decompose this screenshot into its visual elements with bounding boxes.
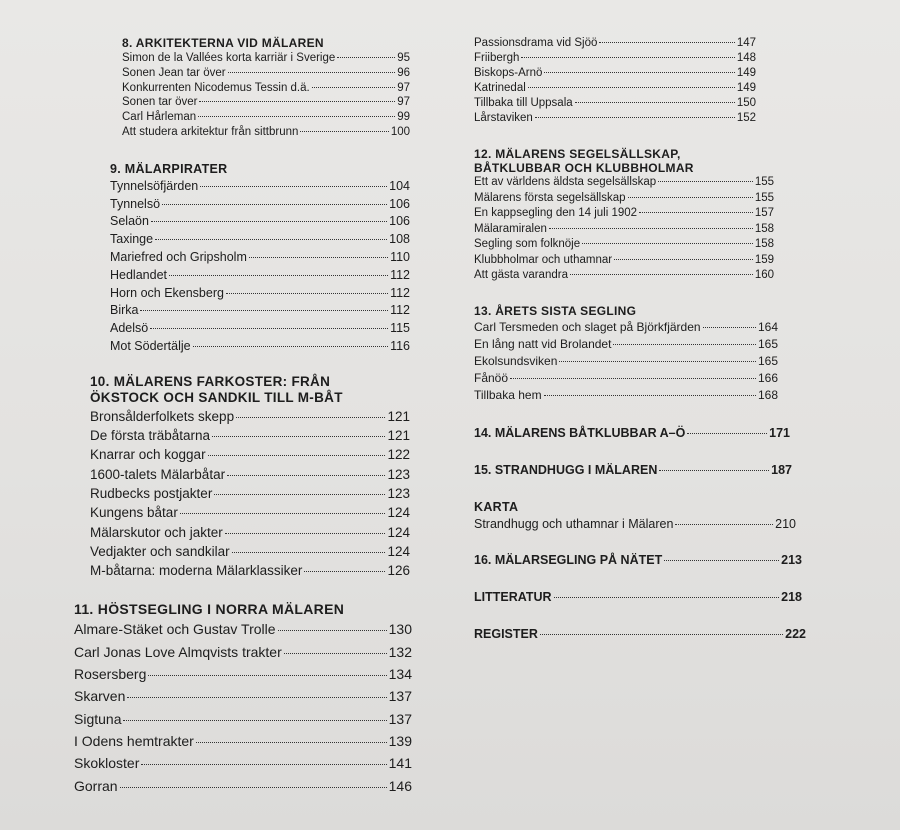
entry-label: 14. MÄLARENS BÅTKLUBBAR A–Ö xyxy=(474,425,686,440)
dot-leader xyxy=(613,344,756,345)
toc-entry xyxy=(474,319,778,336)
entry-label: M-båtarna: moderna Mälarklassiker xyxy=(90,563,303,579)
entry-label: Mälaramiralen xyxy=(474,222,547,235)
entry-page: 99 xyxy=(397,111,410,124)
dot-leader xyxy=(549,228,753,229)
chapter-heading-line1: 12. MÄLARENS SEGELSÄLLSKAP, xyxy=(474,147,681,161)
dot-leader xyxy=(535,117,735,118)
dot-leader xyxy=(193,346,388,347)
toc-entry xyxy=(474,222,774,238)
dot-leader xyxy=(554,597,780,598)
entry-label: Vedjakter och sandkilar xyxy=(90,543,230,559)
toc-entry xyxy=(122,51,410,66)
toc-entry xyxy=(474,387,778,404)
toc-entry xyxy=(474,353,778,370)
entry-page: 110 xyxy=(390,249,410,264)
toc-entry xyxy=(90,503,410,522)
entry-label: Sigtuna xyxy=(74,710,122,727)
dot-leader xyxy=(198,116,395,117)
entry-label: Mälarskutor och jakter xyxy=(90,524,223,540)
chapter-8 xyxy=(66,36,410,140)
dot-leader xyxy=(570,274,753,275)
dot-leader xyxy=(278,630,387,631)
entry-label: Skokloster xyxy=(74,755,140,772)
entry-label: Mälarens första segelsällskap xyxy=(474,191,626,204)
toc-entry xyxy=(74,730,412,752)
dot-leader xyxy=(162,204,387,205)
entry-label: Selaön xyxy=(110,214,149,229)
toc-entry xyxy=(474,81,756,96)
toc-entry xyxy=(474,191,774,207)
dot-leader xyxy=(312,87,395,88)
dot-leader xyxy=(180,513,386,514)
entry-page: 124 xyxy=(387,505,410,521)
dot-leader xyxy=(150,328,388,329)
entry-page: 168 xyxy=(757,387,778,402)
dot-leader xyxy=(521,57,734,58)
entry-page: 104 xyxy=(389,178,410,193)
entry-label: Rudbecks postjakter xyxy=(90,485,213,501)
entry-label: Hedlandet xyxy=(110,267,167,282)
entry-label: Carl Jonas Love Almqvists trakter xyxy=(74,643,282,660)
entry-page: 96 xyxy=(397,66,410,79)
toc-entry xyxy=(110,213,410,231)
entry-page: 210 xyxy=(775,516,796,531)
dot-leader xyxy=(151,221,387,222)
entry-page: 147 xyxy=(736,37,756,49)
entry-page: 121 xyxy=(387,408,410,424)
entry-page: 137 xyxy=(388,710,412,727)
dot-leader xyxy=(148,675,386,676)
entry-page: 115 xyxy=(390,321,410,336)
entry-page: 124 xyxy=(387,524,410,540)
entry-page: 134 xyxy=(388,666,412,683)
entry-label: En lång natt vid Brolandet xyxy=(474,336,612,351)
right-column xyxy=(474,37,806,642)
entry-page: 123 xyxy=(387,466,410,482)
dot-leader xyxy=(540,634,783,635)
entry-label: En kappsegling den 14 juli 1902 xyxy=(474,207,638,219)
entry-page: 126 xyxy=(387,563,410,579)
entry-page: 100 xyxy=(390,125,410,138)
entry-label: 15. STRANDHUGG I MÄLAREN xyxy=(474,462,658,477)
dot-leader xyxy=(337,57,395,58)
toc-entry xyxy=(474,96,756,111)
entry-page: 112 xyxy=(390,303,410,318)
toc-entry xyxy=(110,338,410,356)
chapter-heading: 9. MÄLARPIRATER xyxy=(110,161,228,176)
entry-label: Klubbholmar och uthamnar xyxy=(474,253,613,266)
entry-label: REGISTER xyxy=(474,626,538,641)
entry-label: Att gästa varandra xyxy=(474,269,568,281)
entry-label: LITTERATUR xyxy=(474,589,552,604)
dot-leader xyxy=(658,181,753,182)
chapter-16 xyxy=(474,553,802,568)
dot-leader xyxy=(544,72,734,73)
entry-page: 157 xyxy=(754,207,774,219)
chapter-heading-line1: 10. MÄLARENS FARKOSTER: FRÅN xyxy=(90,373,331,389)
entry-label: Tynnelsö xyxy=(110,196,161,211)
entry-page: 158 xyxy=(754,222,774,235)
dot-leader xyxy=(236,417,385,418)
entry-label: Skarven xyxy=(74,688,126,705)
entry-label: Ekolsundsviken xyxy=(474,353,558,368)
dot-leader xyxy=(510,378,756,379)
entry-page: 137 xyxy=(388,688,412,705)
dot-leader xyxy=(300,131,388,132)
toc-entry xyxy=(110,178,410,196)
dot-leader xyxy=(639,212,753,213)
toc-entry xyxy=(474,111,756,126)
dot-leader xyxy=(140,310,388,311)
dot-leader xyxy=(155,239,387,240)
entry-page: 165 xyxy=(757,353,778,368)
entry-page: 116 xyxy=(390,338,410,353)
toc-entry xyxy=(74,641,412,663)
dot-leader xyxy=(141,764,386,765)
entry-page: 150 xyxy=(736,97,756,109)
entry-page: 121 xyxy=(387,428,410,444)
entry-page: 149 xyxy=(736,82,756,94)
litteratur-section xyxy=(474,590,802,605)
dot-leader xyxy=(123,720,386,721)
dot-leader xyxy=(582,243,753,244)
toc-entry xyxy=(90,561,410,580)
chapter-11-continued xyxy=(474,36,756,126)
toc-entry xyxy=(110,285,410,303)
toc-entry xyxy=(474,515,796,533)
toc-entry xyxy=(474,237,774,253)
karta-heading: KARTA xyxy=(474,499,519,514)
toc-entry xyxy=(474,253,774,269)
toc-entry xyxy=(90,465,410,484)
toc-entry xyxy=(474,370,778,387)
toc-entry xyxy=(474,590,802,605)
karta-section xyxy=(474,500,796,533)
entry-page: 146 xyxy=(388,777,412,794)
entry-page: 171 xyxy=(769,425,790,440)
toc-entry xyxy=(74,618,412,640)
entry-page: 141 xyxy=(388,755,412,772)
entry-label: Passionsdrama vid Sjöö xyxy=(474,37,598,49)
entry-page: 148 xyxy=(736,52,756,64)
toc-entry xyxy=(90,445,410,464)
toc-entry xyxy=(110,196,410,214)
entry-label: Rosersberg xyxy=(74,666,147,683)
toc-entry xyxy=(110,231,410,249)
toc-entry xyxy=(474,51,756,66)
entry-label: Adelsö xyxy=(110,321,149,336)
dot-leader xyxy=(228,72,396,73)
entry-label: Att studera arkitektur från sittbrunn xyxy=(122,125,299,138)
entry-label: 1600-talets Mälarbåtar xyxy=(90,466,226,482)
toc-entry xyxy=(474,206,774,222)
entry-label: Carl Hårleman xyxy=(122,111,197,124)
toc-entry xyxy=(90,484,410,503)
dot-leader xyxy=(199,101,395,102)
toc-entry xyxy=(110,320,410,338)
toc-entry xyxy=(122,95,410,110)
toc-entry xyxy=(74,775,412,797)
chapter-heading-line2: BÅTKLUBBAR OCH KLUBBHOLMAR xyxy=(474,160,694,175)
entry-label: Mot Södertälje xyxy=(110,338,191,353)
chapter-15 xyxy=(474,463,792,478)
entry-label: 16. MÄLARSEGLING PÅ NÄTET xyxy=(474,552,663,567)
entry-label: De första träbåtarna xyxy=(90,428,211,444)
toc-entry xyxy=(122,110,410,125)
toc-entry xyxy=(90,407,410,426)
toc-entry xyxy=(74,685,412,707)
dot-leader xyxy=(169,275,388,276)
entry-page: 155 xyxy=(754,191,774,204)
entry-label: Tillbaka hem xyxy=(474,387,542,402)
toc-entry xyxy=(122,125,410,140)
entry-page: 213 xyxy=(781,552,802,567)
toc-entry xyxy=(90,523,410,542)
dot-leader xyxy=(226,293,388,294)
toc-entry xyxy=(474,627,806,642)
dot-leader xyxy=(208,455,386,456)
entry-label: Sonen tar över xyxy=(122,96,198,109)
entry-page: 152 xyxy=(736,112,756,124)
chapter-13 xyxy=(474,304,778,404)
entry-label: Bronsålderfolkets skepp xyxy=(90,408,235,424)
entry-page: 112 xyxy=(390,285,410,300)
toc-entry xyxy=(110,302,410,320)
entry-page: 132 xyxy=(388,643,412,660)
entry-page: 95 xyxy=(397,52,410,64)
dot-leader xyxy=(120,787,387,788)
dot-leader xyxy=(225,533,386,534)
dot-leader xyxy=(659,470,769,471)
dot-leader xyxy=(304,571,385,572)
left-column xyxy=(66,36,416,797)
toc-entry xyxy=(122,66,410,81)
entry-label: I Odens hemtrakter xyxy=(74,732,194,749)
entry-page: 164 xyxy=(757,319,778,334)
dot-leader xyxy=(687,433,767,434)
toc-entry xyxy=(474,36,756,51)
entry-label: Birka xyxy=(110,303,139,318)
chapter-heading: 8. ARKITEKTERNA VID MÄLAREN xyxy=(122,36,324,50)
dot-leader xyxy=(127,697,386,698)
chapter-10 xyxy=(66,374,410,581)
dot-leader xyxy=(196,742,387,743)
chapter-11 xyxy=(66,600,412,796)
entry-label: Horn och Ekensberg xyxy=(110,285,224,300)
entry-page: 106 xyxy=(389,196,410,211)
chapter-9 xyxy=(66,162,410,356)
dot-leader xyxy=(232,552,386,553)
entry-page: 112 xyxy=(390,267,410,282)
chapter-heading: 13. ÅRETS SISTA SEGLING xyxy=(474,303,637,318)
entry-page: 124 xyxy=(387,543,410,559)
entry-page: 97 xyxy=(397,81,410,94)
dot-leader xyxy=(628,197,753,198)
entry-label: Sonen Jean tar över xyxy=(122,66,226,79)
entry-label: Ett av världens äldsta segelsällskap xyxy=(474,176,657,188)
dot-leader xyxy=(249,257,388,258)
toc-entry xyxy=(74,663,412,685)
chapter-14 xyxy=(474,426,790,441)
toc-entry xyxy=(74,752,412,774)
toc-entry xyxy=(90,542,410,561)
entry-page: 159 xyxy=(754,253,774,266)
entry-label: Taxinge xyxy=(110,232,154,247)
entry-label: Friibergh xyxy=(474,52,520,64)
entry-page: 97 xyxy=(397,96,410,109)
entry-label: Kungens båtar xyxy=(90,505,178,521)
dot-leader xyxy=(559,361,756,362)
toc-entry xyxy=(474,426,790,441)
dot-leader xyxy=(284,653,387,654)
chapter-12 xyxy=(474,148,774,284)
dot-leader xyxy=(664,560,779,561)
dot-leader xyxy=(528,87,735,88)
entry-label: Konkurrenten Nicodemus Tessin d.ä. xyxy=(122,81,310,94)
entry-label: Simon de la Vallées korta karriär i Sverige xyxy=(122,52,336,64)
entry-label: Gorran xyxy=(74,777,118,794)
chapter-heading-line2: ÖKSTOCK OCH SANDKIL TILL M-BÅT xyxy=(90,390,343,406)
chapter-heading: 11. HÖSTSEGLING I NORRA MÄLAREN xyxy=(74,601,345,618)
dot-leader xyxy=(575,102,735,103)
entry-label: Carl Tersmeden och slaget på Björkfjärden xyxy=(474,319,701,334)
toc-entry xyxy=(474,463,792,478)
entry-label: Mariefred och Gripsholm xyxy=(110,249,247,264)
dot-leader xyxy=(212,436,385,437)
entry-page: 222 xyxy=(785,626,806,641)
entry-page: 122 xyxy=(387,447,410,463)
entry-label: Tynnelsöfjärden xyxy=(110,178,199,193)
entry-page: 149 xyxy=(736,67,756,79)
toc-entry xyxy=(110,249,410,267)
toc-entry xyxy=(474,553,802,568)
entry-page: 165 xyxy=(757,336,778,351)
entry-page: 218 xyxy=(781,589,802,604)
dot-leader xyxy=(675,524,773,525)
entry-page: 187 xyxy=(771,462,792,477)
toc-entry xyxy=(474,175,774,191)
dot-leader xyxy=(599,42,734,43)
entry-label: Almare-Stäket och Gustav Trolle xyxy=(74,621,276,638)
entry-page: 155 xyxy=(754,176,774,188)
entry-label: Tillbaka till Uppsala xyxy=(474,97,573,109)
toc-entry xyxy=(474,336,778,353)
entry-page: 139 xyxy=(388,732,412,749)
dot-leader xyxy=(227,475,385,476)
entry-label: Fånöö xyxy=(474,370,509,385)
dot-leader xyxy=(544,395,756,396)
entry-label: Katrinedal xyxy=(474,82,526,94)
entry-page: 160 xyxy=(754,269,774,281)
entry-label: Strandhugg och uthamnar i Mälaren xyxy=(474,516,674,531)
toc-entry xyxy=(474,268,774,284)
dot-leader xyxy=(614,259,753,260)
dot-leader xyxy=(200,186,387,187)
register-section xyxy=(474,627,806,642)
entry-label: Lårstaviken xyxy=(474,112,533,124)
entry-label: Biskops-Arnö xyxy=(474,67,543,79)
entry-page: 123 xyxy=(387,485,410,501)
toc-entry xyxy=(110,267,410,285)
entry-page: 106 xyxy=(389,214,410,229)
entry-label: Knarrar och koggar xyxy=(90,447,206,463)
entry-label: Segling som folknöje xyxy=(474,238,581,250)
dot-leader xyxy=(214,494,385,495)
dot-leader xyxy=(703,327,756,328)
toc-entry xyxy=(474,66,756,81)
entry-page: 166 xyxy=(757,370,778,385)
toc-entry xyxy=(74,708,412,730)
entry-page: 158 xyxy=(754,238,774,250)
toc-entry xyxy=(122,81,410,96)
toc-entry xyxy=(90,426,410,445)
entry-page: 130 xyxy=(388,621,412,638)
entry-page: 108 xyxy=(389,232,410,247)
